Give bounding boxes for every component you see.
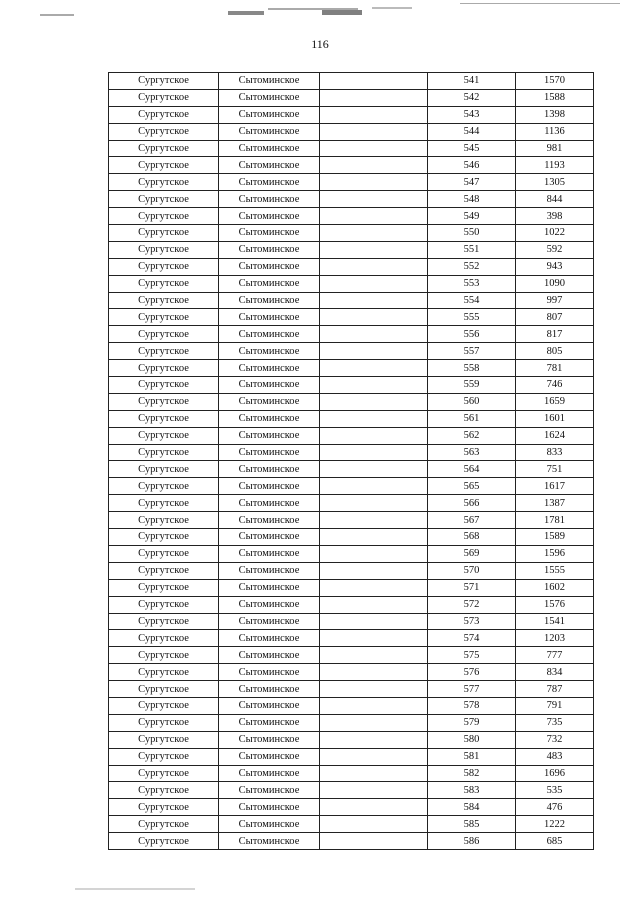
number-cell: 568 [428,529,516,546]
field-cell: Сытоминское [219,377,320,394]
deposit-cell: Сургутское [109,833,219,850]
field-cell: Сытоминское [219,545,320,562]
empty-cell [320,343,428,360]
field-cell: Сытоминское [219,512,320,529]
table-row [109,140,594,157]
deposit-cell: Сургутское [109,495,219,512]
table-row [109,427,594,444]
number-cell: 571 [428,579,516,596]
value-cell: 1022 [516,225,594,242]
number-cell: 558 [428,360,516,377]
value-cell: 1576 [516,596,594,613]
value-cell: 1203 [516,630,594,647]
empty-cell [320,73,428,90]
field-cell: Сытоминское [219,292,320,309]
table-row [109,410,594,427]
field-cell: Сытоминское [219,782,320,799]
value-cell: 1588 [516,89,594,106]
deposit-cell: Сургутское [109,613,219,630]
number-cell: 553 [428,275,516,292]
deposit-cell: Сургутское [109,596,219,613]
empty-cell [320,630,428,647]
number-cell: 577 [428,681,516,698]
value-cell: 791 [516,697,594,714]
value-cell: 1541 [516,613,594,630]
page-number: 116 [311,37,329,51]
deposit-cell: Сургутское [109,630,219,647]
value-cell: 535 [516,782,594,799]
empty-cell [320,89,428,106]
value-cell: 1696 [516,765,594,782]
empty-cell [320,225,428,242]
deposit-cell: Сургутское [109,697,219,714]
table-row [109,241,594,258]
field-cell: Сытоминское [219,73,320,90]
value-cell: 732 [516,731,594,748]
number-cell: 576 [428,664,516,681]
scan-artifact [322,10,362,15]
field-cell: Сытоминское [219,360,320,377]
deposit-cell: Сургутское [109,393,219,410]
field-cell: Сытоминское [219,647,320,664]
empty-cell [320,191,428,208]
empty-cell [320,816,428,833]
table-row [109,495,594,512]
value-cell: 807 [516,309,594,326]
deposit-cell: Сургутское [109,258,219,275]
value-cell: 483 [516,748,594,765]
empty-cell [320,174,428,191]
field-cell: Сытоминское [219,225,320,242]
deposit-cell: Сургутское [109,360,219,377]
value-cell: 1601 [516,410,594,427]
number-cell: 582 [428,765,516,782]
field-cell: Сытоминское [219,765,320,782]
field-cell: Сытоминское [219,157,320,174]
number-cell: 570 [428,562,516,579]
field-cell: Сытоминское [219,613,320,630]
field-cell: Сытоминское [219,562,320,579]
value-cell: 997 [516,292,594,309]
number-cell: 581 [428,748,516,765]
deposit-cell: Сургутское [109,444,219,461]
deposit-cell: Сургутское [109,714,219,731]
table-row [109,444,594,461]
deposit-cell: Сургутское [109,140,219,157]
deposit-cell: Сургутское [109,748,219,765]
table-row [109,512,594,529]
deposit-cell: Сургутское [109,731,219,748]
deposit-cell: Сургутское [109,478,219,495]
number-cell: 550 [428,225,516,242]
number-cell: 579 [428,714,516,731]
field-cell: Сытоминское [219,106,320,123]
table-row [109,225,594,242]
deposit-cell: Сургутское [109,123,219,140]
empty-cell [320,326,428,343]
table-row [109,681,594,698]
field-cell: Сытоминское [219,191,320,208]
value-cell: 1305 [516,174,594,191]
field-cell: Сытоминское [219,697,320,714]
value-cell: 943 [516,258,594,275]
number-cell: 586 [428,833,516,850]
table-row [109,106,594,123]
number-cell: 547 [428,174,516,191]
number-cell: 549 [428,208,516,225]
empty-cell [320,495,428,512]
number-cell: 569 [428,545,516,562]
field-cell: Сытоминское [219,275,320,292]
value-cell: 1193 [516,157,594,174]
value-cell: 1387 [516,495,594,512]
empty-cell [320,258,428,275]
table-row [109,292,594,309]
value-cell: 1090 [516,275,594,292]
data-table [108,72,594,850]
value-cell: 781 [516,360,594,377]
table-row [109,647,594,664]
empty-cell [320,241,428,258]
number-cell: 557 [428,343,516,360]
empty-cell [320,444,428,461]
field-cell: Сытоминское [219,89,320,106]
field-cell: Сытоминское [219,579,320,596]
empty-cell [320,833,428,850]
number-cell: 583 [428,782,516,799]
number-cell: 545 [428,140,516,157]
deposit-cell: Сургутское [109,343,219,360]
deposit-cell: Сургутское [109,579,219,596]
empty-cell [320,562,428,579]
field-cell: Сытоминское [219,258,320,275]
deposit-cell: Сургутское [109,799,219,816]
table-row [109,461,594,478]
value-cell: 787 [516,681,594,698]
field-cell: Сытоминское [219,208,320,225]
field-cell: Сытоминское [219,681,320,698]
deposit-cell: Сургутское [109,275,219,292]
deposit-cell: Сургутское [109,427,219,444]
table-row [109,208,594,225]
number-cell: 551 [428,241,516,258]
value-cell: 777 [516,647,594,664]
number-cell: 563 [428,444,516,461]
number-cell: 559 [428,377,516,394]
value-cell: 817 [516,326,594,343]
table-row [109,596,594,613]
field-cell: Сытоминское [219,309,320,326]
value-cell: 398 [516,208,594,225]
field-cell: Сытоминское [219,427,320,444]
empty-cell [320,393,428,410]
deposit-cell: Сургутское [109,816,219,833]
deposit-cell: Сургутское [109,529,219,546]
field-cell: Сытоминское [219,833,320,850]
number-cell: 543 [428,106,516,123]
deposit-cell: Сургутское [109,225,219,242]
number-cell: 564 [428,461,516,478]
number-cell: 566 [428,495,516,512]
field-cell: Сытоминское [219,410,320,427]
empty-cell [320,529,428,546]
value-cell: 833 [516,444,594,461]
empty-cell [320,799,428,816]
value-cell: 751 [516,461,594,478]
field-cell: Сытоминское [219,123,320,140]
number-cell: 554 [428,292,516,309]
number-cell: 580 [428,731,516,748]
deposit-cell: Сургутское [109,562,219,579]
table-row [109,123,594,140]
number-cell: 546 [428,157,516,174]
empty-cell [320,664,428,681]
field-cell: Сытоминское [219,241,320,258]
scan-artifact [40,14,74,16]
empty-cell [320,765,428,782]
deposit-cell: Сургутское [109,664,219,681]
table-row [109,579,594,596]
deposit-cell: Сургутское [109,765,219,782]
deposit-cell: Сургутское [109,512,219,529]
number-cell: 572 [428,596,516,613]
value-cell: 1624 [516,427,594,444]
value-cell: 476 [516,799,594,816]
number-cell: 542 [428,89,516,106]
field-cell: Сытоминское [219,664,320,681]
value-cell: 1602 [516,579,594,596]
value-cell: 805 [516,343,594,360]
table-row [109,89,594,106]
number-cell: 541 [428,73,516,90]
empty-cell [320,208,428,225]
deposit-cell: Сургутское [109,241,219,258]
empty-cell [320,377,428,394]
field-cell: Сытоминское [219,343,320,360]
field-cell: Сытоминское [219,816,320,833]
deposit-cell: Сургутское [109,410,219,427]
field-cell: Сытоминское [219,461,320,478]
empty-cell [320,596,428,613]
table-row [109,630,594,647]
empty-cell [320,512,428,529]
table-row [109,343,594,360]
deposit-cell: Сургутское [109,461,219,478]
deposit-cell: Сургутское [109,89,219,106]
table-row [109,157,594,174]
empty-cell [320,292,428,309]
number-cell: 544 [428,123,516,140]
field-cell: Сытоминское [219,495,320,512]
number-cell: 585 [428,816,516,833]
table-row [109,309,594,326]
table-row [109,782,594,799]
empty-cell [320,478,428,495]
field-cell: Сытоминское [219,326,320,343]
field-cell: Сытоминское [219,478,320,495]
value-cell: 844 [516,191,594,208]
empty-cell [320,140,428,157]
number-cell: 584 [428,799,516,816]
value-cell: 1617 [516,478,594,495]
value-cell: 1659 [516,393,594,410]
empty-cell [320,697,428,714]
number-cell: 573 [428,613,516,630]
field-cell: Сытоминское [219,731,320,748]
number-cell: 552 [428,258,516,275]
table-row [109,731,594,748]
table-row [109,664,594,681]
empty-cell [320,579,428,596]
table-row [109,360,594,377]
empty-cell [320,461,428,478]
value-cell: 834 [516,664,594,681]
number-cell: 575 [428,647,516,664]
table-row [109,275,594,292]
empty-cell [320,309,428,326]
table-row [109,613,594,630]
value-cell: 1570 [516,73,594,90]
number-cell: 560 [428,393,516,410]
table-row [109,393,594,410]
field-cell: Сытоминское [219,799,320,816]
empty-cell [320,681,428,698]
field-cell: Сытоминское [219,529,320,546]
value-cell: 735 [516,714,594,731]
scan-artifact [228,11,264,15]
number-cell: 548 [428,191,516,208]
field-cell: Сытоминское [219,444,320,461]
deposit-cell: Сургутское [109,191,219,208]
table-row [109,326,594,343]
value-cell: 1398 [516,106,594,123]
table-row [109,191,594,208]
table-row [109,73,594,90]
value-cell: 981 [516,140,594,157]
table-body [109,73,594,850]
field-cell: Сытоминское [219,174,320,191]
number-cell: 561 [428,410,516,427]
value-cell: 1596 [516,545,594,562]
deposit-cell: Сургутское [109,73,219,90]
empty-cell [320,731,428,748]
number-cell: 565 [428,478,516,495]
table-row [109,816,594,833]
field-cell: Сытоминское [219,714,320,731]
table-row [109,765,594,782]
number-cell: 555 [428,309,516,326]
table-row [109,697,594,714]
table-row [109,833,594,850]
number-cell: 574 [428,630,516,647]
deposit-cell: Сургутское [109,681,219,698]
value-cell: 592 [516,241,594,258]
number-cell: 578 [428,697,516,714]
scan-artifact [460,3,620,4]
deposit-cell: Сургутское [109,647,219,664]
value-cell: 746 [516,377,594,394]
table-row [109,799,594,816]
field-cell: Сытоминское [219,596,320,613]
empty-cell [320,427,428,444]
table-row [109,478,594,495]
empty-cell [320,410,428,427]
scan-artifact [372,7,412,9]
table-row [109,562,594,579]
deposit-cell: Сургутское [109,174,219,191]
table-row [109,174,594,191]
deposit-cell: Сургутское [109,208,219,225]
value-cell: 1781 [516,512,594,529]
scan-artifact [75,888,195,890]
value-cell: 685 [516,833,594,850]
empty-cell [320,613,428,630]
empty-cell [320,545,428,562]
field-cell: Сытоминское [219,748,320,765]
number-cell: 567 [428,512,516,529]
deposit-cell: Сургутское [109,309,219,326]
field-cell: Сытоминское [219,393,320,410]
table-row [109,529,594,546]
table-row [109,258,594,275]
empty-cell [320,782,428,799]
empty-cell [320,647,428,664]
value-cell: 1136 [516,123,594,140]
empty-cell [320,106,428,123]
empty-cell [320,714,428,731]
field-cell: Сытоминское [219,630,320,647]
table-row [109,545,594,562]
table-row [109,377,594,394]
table-row [109,748,594,765]
empty-cell [320,275,428,292]
deposit-cell: Сургутское [109,377,219,394]
deposit-cell: Сургутское [109,292,219,309]
empty-cell [320,157,428,174]
value-cell: 1589 [516,529,594,546]
value-cell: 1222 [516,816,594,833]
deposit-cell: Сургутское [109,326,219,343]
number-cell: 562 [428,427,516,444]
deposit-cell: Сургутское [109,157,219,174]
field-cell: Сытоминское [219,140,320,157]
deposit-cell: Сургутское [109,545,219,562]
value-cell: 1555 [516,562,594,579]
empty-cell [320,123,428,140]
empty-cell [320,748,428,765]
deposit-cell: Сургутское [109,782,219,799]
empty-cell [320,360,428,377]
deposit-cell: Сургутское [109,106,219,123]
number-cell: 556 [428,326,516,343]
table-row [109,714,594,731]
